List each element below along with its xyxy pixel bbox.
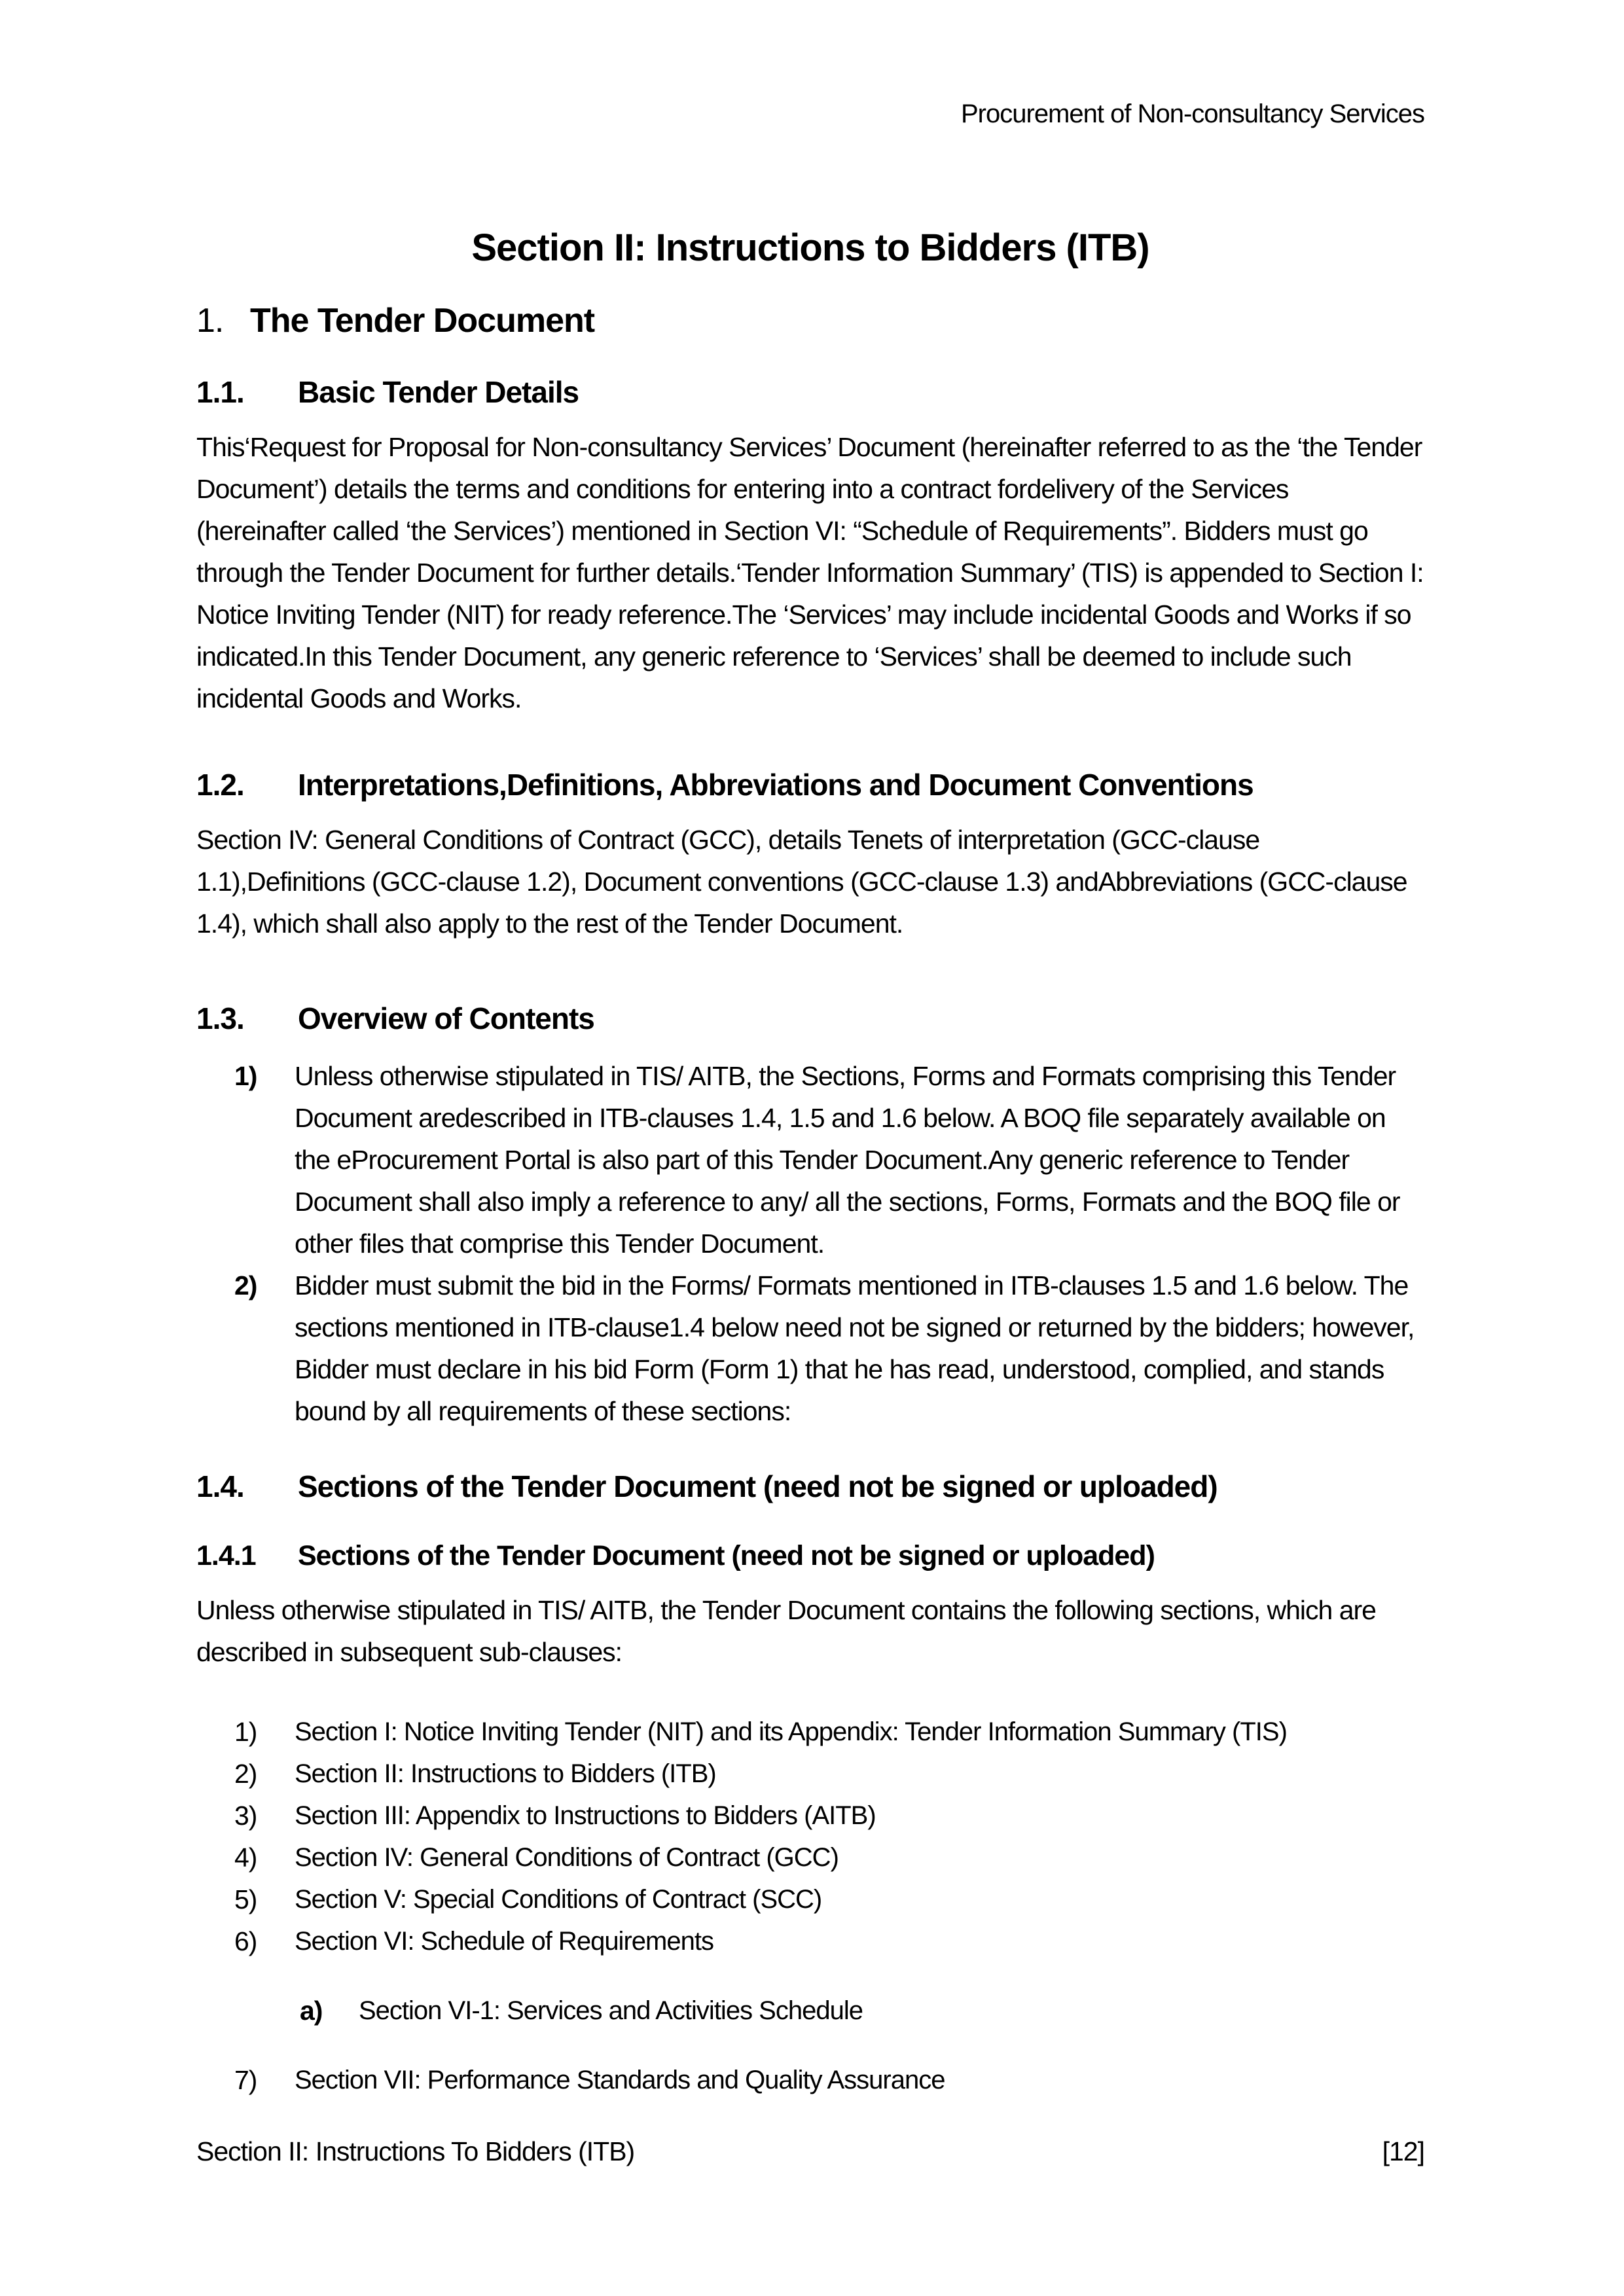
heading-1-the-tender-document: [196, 300, 1424, 341]
list-item-text: Section VI-1: Services and Activities Schedule: [359, 1996, 863, 2025]
sections-list: [196, 1711, 1424, 2101]
list-item-text: Unless otherwise stipulated in TIS/ AITB, the Sections, Forms and Formats comprising this Tender Document aredescribed in ITB-clauses 1.4, 1.5 and 1.6 below. A BOQ file separately available on the eProcurement Portal is also part of this Tender Document.Any generic reference to Tender Document shall also imply a reference to any/ all the sections, Forms, Formats and the BOQ file or other files that comprise this Tender Document.: [295, 1061, 1400, 1259]
document-title: Section II: Instructions to Bidders (ITB): [471, 226, 1149, 269]
heading-text: Overview of Contents: [298, 1001, 594, 1035]
list-item: [196, 2059, 1424, 2101]
list-item: [196, 1055, 1424, 1265]
list-item-text: Section III: Appendix to Instructions to Bidders (AITB): [295, 1801, 876, 1830]
heading-1-2-interpretations: [196, 766, 1424, 803]
list-item: [196, 1837, 1424, 1878]
overview-list: [196, 1055, 1424, 1432]
paragraph-sections-intro: Unless otherwise stipulated in TIS/ AITB, the Tender Document contains the following sections, which are described in subsequent sub-clauses:: [196, 1595, 1376, 1667]
list-item: [196, 1920, 1424, 1962]
list-item-marker: 5): [234, 1884, 257, 1914]
list-item-marker: 6): [234, 1926, 257, 1956]
list-item-marker: 1): [234, 1061, 257, 1091]
list-item-text: Section VI: Schedule of Requirements: [295, 1927, 713, 1956]
list-item-marker: 2): [234, 1759, 257, 1789]
footer-left-text: Section II: Instructions To Bidders (ITB): [196, 2136, 635, 2166]
list-item-text: Bidder must submit the bid in the Forms/ Formats mentioned in ITB-clauses 1.5 and 1.6 below. The sections mentioned in ITB-clause1.4 below need not be signed or returned by the bidders; however, Bidder must declare in his bid Form (Form 1) that he has read, understood, complied, and stands bound by all requirements of these sections:: [295, 1270, 1415, 1426]
heading-number: 1.2.: [196, 768, 244, 802]
list-item-text: Section II: Instructions to Bidders (ITB): [295, 1759, 716, 1788]
list-item-text: Section V: Special Conditions of Contract (SCC): [295, 1885, 822, 1914]
page-footer: [196, 2135, 1424, 2168]
paragraph-interpretations: Section IV: General Conditions of Contract (GCC), details Tenets of interpretation (GCC-clause 1.1),Definitions (GCC-clause 1.2), Document conventions (GCC-clause 1.3) andAbbreviations (GCC-clause 1.4), which shall also apply to the rest of the Tender Document.: [196, 825, 1407, 939]
header-right-text: Procurement of Non-consultancy Services: [961, 99, 1424, 128]
heading-1-4-sections: [196, 1468, 1424, 1505]
list-item-text: Section VII: Performance Standards and Quality Assurance: [295, 2066, 945, 2094]
list-sub-item: [196, 1990, 1424, 2032]
list-item: [196, 1265, 1424, 1432]
heading-text: Basic Tender Details: [298, 375, 579, 409]
heading-1-1-basic-tender-details: [196, 374, 1424, 410]
paragraph-basic-tender-details: This‘Request for Proposal for Non-consultancy Services’ Document (hereinafter referred to as the ‘the Tender Document’) details the terms and conditions for entering into a contract fordelivery of the Services (hereinafter called ‘the Services’) mentioned in Section VI: “Schedule of Requirements”. Bidders must go through the Tender Document for further details.‘Tender Information Summary’ (TIS) is appended to Section I: Notice Inviting Tender (NIT) for ready reference.The ‘Services’ may include incidental Goods and Works if so indicated.In this Tender Document, any generic reference to ‘Services’ shall be deemed to include such incidental Goods and Works.: [196, 432, 1424, 713]
list-item: [196, 1878, 1424, 1920]
heading-number: 1.3.: [196, 1001, 244, 1035]
list-item: [196, 1711, 1424, 1753]
list-item-marker: 2): [234, 1270, 257, 1300]
heading-number: 1.: [196, 302, 224, 340]
list-item-marker: 7): [234, 2065, 257, 2095]
heading-number: 1.1.: [196, 375, 244, 409]
heading-number: 1.4.1: [196, 1540, 256, 1571]
heading-text: Sections of the Tender Document (need not be signed or uploaded): [298, 1540, 1155, 1571]
heading-number: 1.4.: [196, 1469, 244, 1503]
list-item-marker: a): [300, 1996, 323, 2026]
heading-1-3-overview-of-contents: [196, 1000, 1424, 1037]
footer-page-number: [12]: [1382, 2136, 1424, 2166]
list-item-marker: 3): [234, 1801, 257, 1831]
heading-text: The Tender Document: [250, 302, 595, 340]
list-item-text: Section IV: General Conditions of Contract (GCC): [295, 1843, 839, 1872]
page-header: [196, 0, 1424, 130]
list-item-marker: 1): [234, 1717, 257, 1747]
list-item-marker: 4): [234, 1842, 257, 1873]
heading-text: Interpretations,Definitions, Abbreviations and Document Conventions: [298, 768, 1254, 802]
list-item: [196, 1753, 1424, 1795]
heading-text: Sections of the Tender Document (need not be signed or uploaded): [298, 1469, 1218, 1503]
heading-1-4-1-sections: [196, 1539, 1424, 1573]
list-item: [196, 1795, 1424, 1837]
list-item-text: Section I: Notice Inviting Tender (NIT) and its Appendix: Tender Information Summary (TIS): [295, 1717, 1287, 1746]
